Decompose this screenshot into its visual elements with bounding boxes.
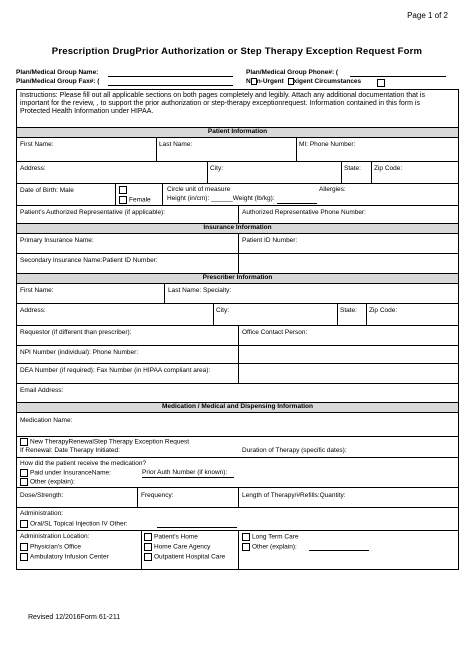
insurance-section-heading: Insurance Information: [17, 223, 458, 233]
prescriber-first-name-label: First Name:: [20, 287, 54, 294]
prescriber-zip-label: Zip Code:: [369, 307, 398, 314]
outpatient-hospital-label: Outpatient Hospital Care: [154, 553, 226, 561]
prescriber-address-label: Address:: [20, 307, 46, 314]
loc-ltc-wrap: [242, 533, 299, 541]
patient-city-label: City:: [210, 165, 223, 172]
admin-location-label: Administration Location:: [20, 533, 90, 540]
plan-fax-label: Plan/Medical Group Fax#: (: [16, 78, 100, 85]
outpatient-hospital-checkbox[interactable]: [144, 553, 152, 561]
insurance-row-primary: [17, 233, 458, 253]
other-wrap: [20, 478, 75, 486]
medication-row-name: [17, 412, 458, 436]
other-location-field[interactable]: [309, 550, 369, 551]
paid-insurance-checkbox[interactable]: [20, 469, 28, 477]
patient-section-heading: Patient Information: [17, 127, 458, 137]
loc-outpatient-wrap: [144, 553, 225, 561]
secondary-insurance-label: Secondary Insurance Name:Patient ID Number:: [20, 257, 158, 264]
plan-phone-label: Plan/Medical Group Phone#: (: [246, 69, 339, 76]
urgency-line: [246, 78, 361, 85]
loc-other-wrap: [242, 543, 297, 551]
female-wrap: [119, 196, 151, 204]
oral-checkbox[interactable]: [20, 520, 28, 528]
medication-row-location: [17, 530, 458, 569]
prescriber-city-label: City:: [216, 307, 229, 314]
prescriber-row-name: [17, 283, 458, 303]
prescriber-row-email: [17, 383, 458, 402]
page-number: Page 1 of 2: [407, 11, 448, 20]
form-footer: Revised 12/2016Form 61-211: [28, 614, 121, 621]
other-location-label: Other (explain):: [252, 543, 297, 551]
patient-last-name-label: Last Name:: [159, 141, 193, 148]
administration-label: Administration:: [20, 510, 63, 517]
medication-row-admin: [17, 507, 458, 530]
paid-insurance-label: Paid under InsuranceName:: [30, 469, 111, 477]
infusion-center-label: Ambulatory Infusion Center: [30, 553, 109, 561]
patient-address-label: Address:: [20, 165, 46, 172]
exigent-label: xigent Circumstances: [293, 78, 362, 86]
patient-dob-label: Date of Birth: Male: [20, 187, 74, 194]
other-route-field[interactable]: [157, 527, 237, 528]
duration-label: Duration of Therapy (specific dates):: [242, 447, 347, 454]
patient-zip-label: Zip Code:: [374, 165, 403, 172]
dea-fax-label: DEA Number (if required): Fax Number (in HIPAA compliant area):: [20, 367, 211, 374]
loc-office-wrap: [20, 543, 81, 551]
therapy-type-label: New TherapyRenewalStep Therapy Exception Request: [30, 438, 190, 446]
non-urgent-label: n-Urgent: [256, 78, 284, 86]
prescriber-row-requestor: [17, 325, 458, 345]
renewal-label: If Renewal: Date Therapy Initiated:: [20, 447, 120, 454]
physician-office-label: Physician's Office: [30, 543, 81, 551]
therapy-type-wrap: [20, 438, 189, 446]
routes-wrap: [20, 520, 128, 528]
prescriber-row-npi: [17, 345, 458, 363]
medication-section-heading: Medication / Medical and Dispensing Information: [17, 402, 458, 412]
loc-home-wrap: [144, 533, 198, 541]
npi-phone-label: NPI Number (individual): Phone Number:: [20, 349, 139, 356]
patient-home-checkbox[interactable]: [144, 533, 152, 541]
frequency-label: Frequency:: [141, 492, 174, 499]
unit-measure-label: Circle unit of measure: [167, 186, 231, 193]
dose-label: Dose/Strength:: [20, 492, 64, 499]
medication-row-received: [17, 457, 458, 487]
requestor-label: Requestor (if different than prescriber):: [20, 329, 132, 336]
primary-insurance-label: Primary Insurance Name:: [20, 237, 94, 244]
medication-row-dose: [17, 487, 458, 507]
loc-infusion-wrap: [20, 553, 109, 561]
physician-office-checkbox[interactable]: [20, 543, 28, 551]
exigent-box[interactable]: [377, 79, 385, 87]
patient-row-dob: [17, 183, 458, 205]
plan-name-label: Plan/Medical Group Name:: [16, 69, 99, 76]
prescriber-state-label: State:: [340, 307, 357, 314]
email-label: Email Address:: [20, 387, 64, 394]
height-weight-label: Height (in/cm): ______Weight (lb/kg):: [167, 195, 275, 202]
plan-phone-field[interactable]: [350, 76, 446, 77]
patient-row-name: [17, 137, 458, 161]
instructions: Instructions: Please fill out all applicable sections on both pages completely and legibly. Attach any additional documentation that is important for the review, , to support the prior authorization or step-therapy exceptionrequest. Information contained in this form is Protected Health Information under HIPAA.: [20, 92, 425, 116]
loc-agency-wrap: [144, 543, 210, 551]
prior-auth-label: Prior Auth Number (if known):: [142, 469, 228, 476]
patient-rep-label: Patient's Authorized Representative (if applicable):: [20, 209, 166, 216]
medication-name-label: Medication Name:: [20, 417, 73, 424]
other-received-label: Other (explain):: [30, 478, 75, 486]
other-location-checkbox[interactable]: [242, 543, 250, 551]
patient-row-rep: [17, 205, 458, 223]
paid-wrap: [20, 469, 111, 477]
urgent-letter: N: [246, 78, 251, 86]
prescriber-row-address: [17, 303, 458, 325]
routes-label: Oral/SL Topical Injection IV Other:: [30, 520, 128, 528]
prescriber-last-specialty-label: Last Name: Specialty:: [168, 287, 232, 294]
how-received-label: How did the patient receive the medication?: [20, 460, 147, 467]
plan-fax-field[interactable]: [108, 85, 233, 86]
long-term-care-label: Long Term Care: [252, 533, 299, 541]
other-received-checkbox[interactable]: [20, 478, 28, 486]
length-refills-label: Length of Therapy/#Refills:Quantity:: [242, 492, 346, 499]
prescriber-row-dea: [17, 363, 458, 383]
male-checkbox-wrap: [119, 186, 129, 194]
patient-state-label: State:: [344, 165, 361, 172]
home-care-agency-label: Home Care Agency: [154, 543, 211, 551]
new-therapy-checkbox[interactable]: [20, 438, 28, 446]
weight-field[interactable]: [277, 203, 317, 204]
female-checkbox[interactable]: [119, 196, 127, 204]
male-checkbox[interactable]: [119, 186, 127, 194]
request-form: [16, 89, 459, 570]
plan-name-field[interactable]: [108, 76, 233, 77]
patient-home-label: Patient's Home: [154, 533, 198, 541]
patient-mi-phone-label: MI: Phone Number:: [299, 141, 356, 148]
home-care-agency-checkbox[interactable]: [144, 543, 152, 551]
patient-first-name-label: First Name:: [20, 141, 54, 148]
female-label: Female: [129, 196, 151, 204]
insurance-row-secondary: [17, 253, 458, 273]
patient-row-address: [17, 161, 458, 183]
medication-row-therapy: [17, 436, 458, 457]
patient-rep-phone-label: Authorized Representative Phone Number:: [242, 209, 366, 216]
allergies-label: Allergies:: [319, 186, 346, 193]
primary-patient-id-label: Patient ID Number:: [242, 237, 298, 244]
infusion-center-checkbox[interactable]: [20, 553, 28, 561]
long-term-care-checkbox[interactable]: [242, 533, 250, 541]
form-title: Prescription DrugPrior Authorization or Step Therapy Exception Request Form: [51, 46, 423, 57]
prescriber-section-heading: Prescriber Information: [17, 273, 458, 283]
office-contact-label: Office Contact Person:: [242, 329, 308, 336]
prior-auth-field[interactable]: [142, 477, 234, 478]
